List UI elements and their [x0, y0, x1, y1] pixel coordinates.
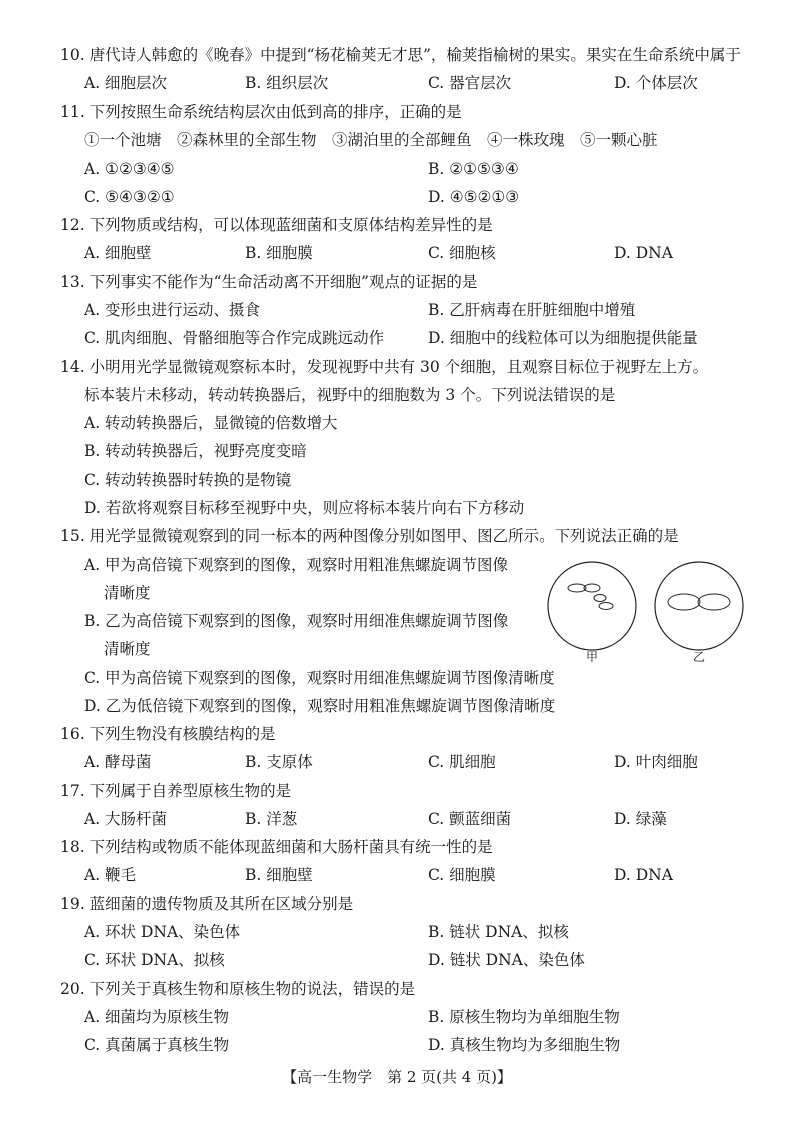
- microscope-figure: [544, 556, 754, 666]
- question-16-option-c: C. 肌细胞: [428, 753, 496, 771]
- view-jia-cell-4: [599, 603, 613, 610]
- question-14-option-c: C. 转动转换器时转换的是物镜: [84, 471, 292, 489]
- question-20-option-a: A. 细菌均为原核生物: [84, 1008, 230, 1026]
- question-20-option-c: C. 真菌属于真核生物: [84, 1036, 230, 1054]
- view-jia-cell-1: [568, 584, 586, 592]
- question-10-option-c: C. 器官层次: [428, 74, 512, 92]
- question-20-option-d: D. 真核生物均为多细胞生物: [428, 1036, 621, 1054]
- question-11-option-b: B. ②①⑤③④: [428, 160, 519, 178]
- question-10-option-d: D. 个体层次: [614, 74, 698, 92]
- question-14-option-d: D. 若欲将观察目标移至视野中央，则应将标本装片向右下方移动: [84, 499, 525, 517]
- question-18-option-a: A. 鞭毛: [84, 866, 137, 884]
- question-20-stem: 20. 下列关于真核生物和原核生物的说法，错误的是: [60, 980, 416, 998]
- question-12-option-c: C. 细胞核: [428, 244, 496, 262]
- view-yi-cell-1: [668, 594, 700, 610]
- question-14-option-b: B. 转动转换器后，视野亮度变暗: [84, 442, 307, 460]
- view-jia-circle: [548, 562, 636, 650]
- question-18-option-b: B. 细胞壁: [245, 866, 313, 884]
- view-jia-cell-3: [594, 595, 606, 602]
- question-10-stem: 10. 唐代诗人韩愈的《晚春》中提到“杨花榆荚无才思”，榆荚指榆树的果实。果实在生命系统中属于: [60, 46, 741, 64]
- question-11-option-d: D. ④⑤②①③: [428, 188, 520, 206]
- question-16-stem: 16. 下列生物没有核膜结构的是: [60, 725, 276, 743]
- question-14-stem-line-2: 标本装片未移动，转动转换器后，视野中的细胞数为 3 个。下列说法错误的是: [84, 386, 616, 404]
- question-12-option-d: D. DNA: [614, 244, 673, 262]
- question-19-option-b: B. 链状 DNA、拟核: [428, 923, 569, 941]
- question-11-option-c: C. ⑤④③②①: [84, 188, 175, 206]
- page-footer: 【高一生物学 第 2 页(共 4 页)】: [282, 1068, 512, 1086]
- question-13-option-a: A. 变形虫进行运动、摄食: [84, 301, 261, 319]
- question-16-option-a: A. 酵母菌: [84, 753, 152, 771]
- question-18-option-c: C. 细胞膜: [428, 866, 496, 884]
- question-11-items: ①一个池塘 ②森林里的全部生物 ③湖泊里的全部鲤鱼 ④一株玫瑰 ⑤一颗心脏: [84, 131, 658, 149]
- question-13-option-d: D. 细胞中的线粒体可以为细胞提供能量: [428, 329, 698, 347]
- question-17-stem: 17. 下列属于自养型原核生物的是: [60, 782, 292, 800]
- view-yi-cell-2: [698, 594, 730, 610]
- view-yi-circle: [655, 562, 743, 650]
- question-17-option-c: C. 颤蓝细菌: [428, 810, 512, 828]
- microscope-views-svg: [544, 556, 754, 666]
- figure-label-yi: 乙: [693, 650, 706, 664]
- question-18-option-d: D. DNA: [614, 866, 673, 884]
- question-17-option-b: B. 洋葱: [245, 810, 298, 828]
- question-18-stem: 18. 下列结构或物质不能体现蓝细菌和大肠杆菌具有统一性的是: [60, 838, 493, 856]
- question-19-option-c: C. 环状 DNA、拟核: [84, 951, 225, 969]
- question-11-stem: 11. 下列按照生命系统结构层次由低到高的排序，正确的是: [60, 103, 462, 121]
- question-17-option-a: A. 大肠杆菌: [84, 810, 168, 828]
- question-15-option-c: C. 甲为高倍镜下观察到的图像，观察时用细准焦螺旋调节图像清晰度: [84, 669, 555, 687]
- question-19-stem: 19. 蓝细菌的遗传物质及其所在区域分别是: [60, 895, 354, 913]
- question-14-option-a: A. 转动转换器后，显微镜的倍数增大: [84, 414, 338, 432]
- question-16-option-d: D. 叶肉细胞: [614, 753, 698, 771]
- question-13-option-c: C. 肌肉细胞、骨骼细胞等合作完成跳远动作: [84, 329, 385, 347]
- question-13-stem: 13. 下列事实不能作为“生命活动离不开细胞”观点的证据的是: [60, 273, 478, 291]
- question-12-option-a: A. 细胞壁: [84, 244, 152, 262]
- question-15-option-a-line-1: A. 甲为高倍镜下观察到的图像，观察时用粗准焦螺旋调节图像: [84, 556, 509, 574]
- question-10-option-a: A. 细胞层次: [84, 74, 168, 92]
- question-15-option-d: D. 乙为低倍镜下观察到的图像，观察时用粗准焦螺旋调节图像清晰度: [84, 697, 556, 715]
- question-16-option-b: B. 支原体: [245, 753, 313, 771]
- question-12-option-b: B. 细胞膜: [245, 244, 313, 262]
- question-15-option-b-line-1: B. 乙为高倍镜下观察到的图像，观察时用细准焦螺旋调节图像: [84, 612, 509, 630]
- question-19-option-a: A. 环状 DNA、染色体: [84, 923, 241, 941]
- figure-label-jia: 甲: [586, 650, 599, 664]
- question-19-option-d: D. 链状 DNA、染色体: [428, 951, 585, 969]
- question-13-option-b: B. 乙肝病毒在肝脏细胞中增殖: [428, 301, 636, 319]
- question-12-stem: 12. 下列物质或结构，可以体现蓝细菌和支原体结构差异性的是: [60, 216, 493, 234]
- question-15-option-b-line-2: 清晰度: [104, 640, 151, 658]
- question-20-option-b: B. 原核生物均为单细胞生物: [428, 1008, 620, 1026]
- question-15-stem: 15. 用光学显微镜观察到的同一标本的两种图像分别如图甲、图乙所示。下列说法正确的是: [60, 527, 679, 545]
- question-14-stem-line-1: 14. 小明用光学显微镜观察标本时，发现视野中共有 30 个细胞，且观察目标位于视野左上方。: [60, 358, 709, 376]
- question-17-option-d: D. 绿藻: [614, 810, 667, 828]
- question-10-option-b: B. 组织层次: [245, 74, 329, 92]
- question-15-option-a-line-2: 清晰度: [104, 584, 151, 602]
- question-11-option-a: A. ①②③④⑤: [84, 160, 175, 178]
